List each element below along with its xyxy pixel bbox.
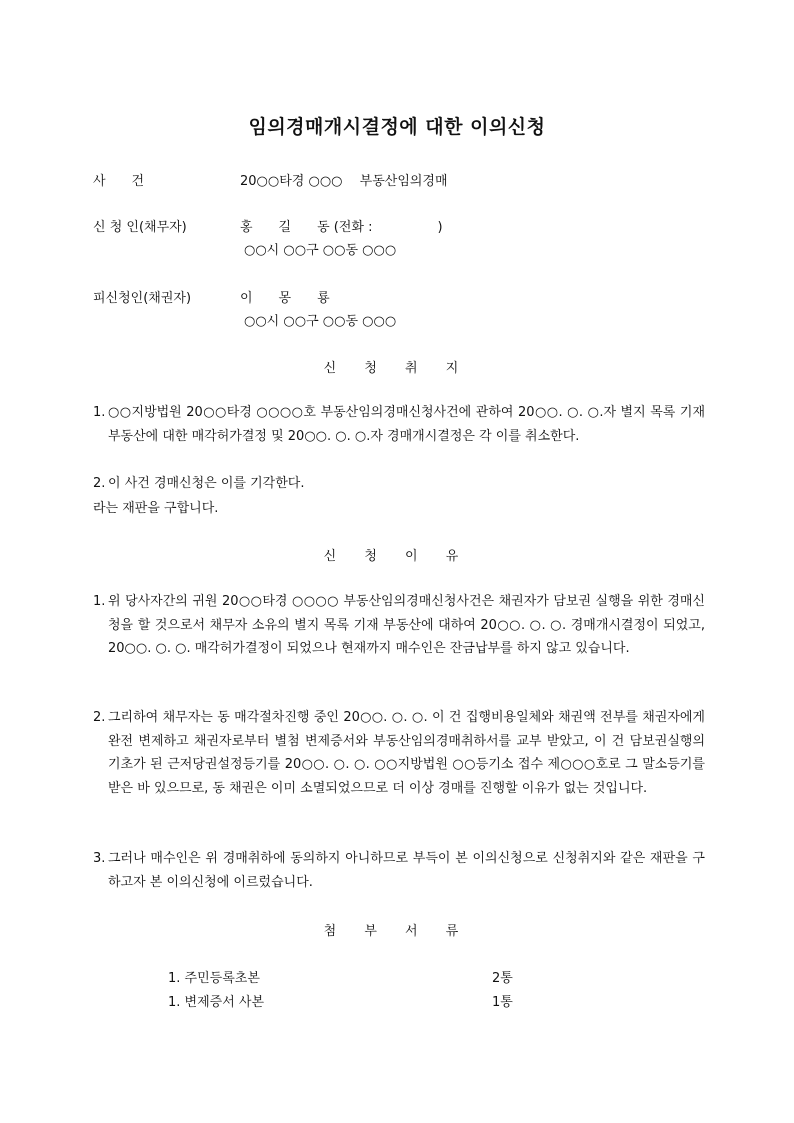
document-title: 임의경매개시결정에 대한 이의신청: [248, 116, 546, 138]
attachments-heading: 첨 부 서 류: [323, 924, 471, 939]
case-value: 20○○타경 ○○○ 부동산임의경매: [240, 174, 448, 189]
purpose-heading: 신 청 취 지: [323, 361, 471, 376]
attachment-quantity: 1통: [492, 995, 513, 1010]
purpose-item: [93, 472, 705, 496]
applicant-label: 신 청 인(채무자): [93, 220, 187, 235]
attachment-name: 1. 변제증서 사본: [168, 995, 265, 1010]
reason-item: [93, 590, 705, 661]
reason-item-number: 1.: [93, 594, 106, 609]
reason-item: [93, 847, 705, 894]
respondent-name: 이 몽 룡: [240, 291, 330, 306]
purpose-item: [93, 401, 705, 448]
attachment-quantity: 2통: [492, 971, 513, 986]
purpose-item-number: 1.: [93, 405, 106, 420]
reasons-heading: 신 청 이 유: [323, 549, 471, 564]
purpose-item-text: ○○지방법원 20○○타경 ○○○○호 부동산임의경매신청사건에 관하여 20○○. ○. ○.자 별지 목록 기재 부동산에 대한 매각허가결정 및 20○○. ○. ○.자 경매개시결정은 각 이를 취소한다.: [108, 405, 705, 444]
case-label: 사 건: [93, 174, 145, 189]
applicant-address: ○○시 ○○구 ○○동 ○○○: [244, 243, 397, 258]
reason-item-number: 3.: [93, 851, 106, 866]
respondent-label: 피신청인(채권자): [93, 291, 192, 306]
attachment-name: 1. 주민등록초본: [168, 971, 260, 986]
reason-item-number: 2.: [93, 710, 106, 725]
purpose-item-text: 이 사건 경매신청은 이를 기각한다.: [108, 476, 305, 491]
respondent-address: ○○시 ○○구 ○○동 ○○○: [244, 314, 397, 329]
reason-item: [93, 706, 705, 800]
reason-item-text: 그리하여 채무자는 동 매각절차진행 중인 20○○. ○. ○. 이 건 집행비용일체와 채권액 전부를 채권자에게 완전 변제하고 채권자로부터 별첨 변제증서와 부동산임의경매취하서를 교부 받았고, 이 건 담보권실행의 기초가 된 근저당권설정등기를 20○○. ○. ○. ○○지방법원 ○○등기소 접수 제○○○호로 그 말소등기를 받은 바 있으므로, 동 채권은 이미 소멸되었으므로 더 이상 경매를 진행할 이유가 없는 것입니다.: [108, 710, 705, 796]
reason-item-text: 그러나 매수인은 위 경매취하에 동의하지 아니하므로 부득이 본 이의신청으로 신청취지와 같은 재판을 구하고자 본 이의신청에 이르렀습니다.: [108, 851, 705, 890]
reason-item-text: 위 당사자간의 귀원 20○○타경 ○○○○ 부동산임의경매신청사건은 채권자가 담보권 실행을 위한 경매신청을 할 것으로서 채무자 소유의 별지 목록 기재 부동산에 대하여 20○○. ○. ○. 경매개시결정이 되었고, 20○○. ○. ○. 매각허가결정이 되었으나 현재까지 매수인은 잔금납부를 하지 않고 있습니다.: [108, 594, 705, 656]
purpose-item-number: 2.: [93, 476, 106, 491]
purpose-closing: 라는 재판을 구합니다.: [93, 501, 219, 516]
applicant-name: 홍 길 동 (전화 : ): [240, 220, 443, 235]
